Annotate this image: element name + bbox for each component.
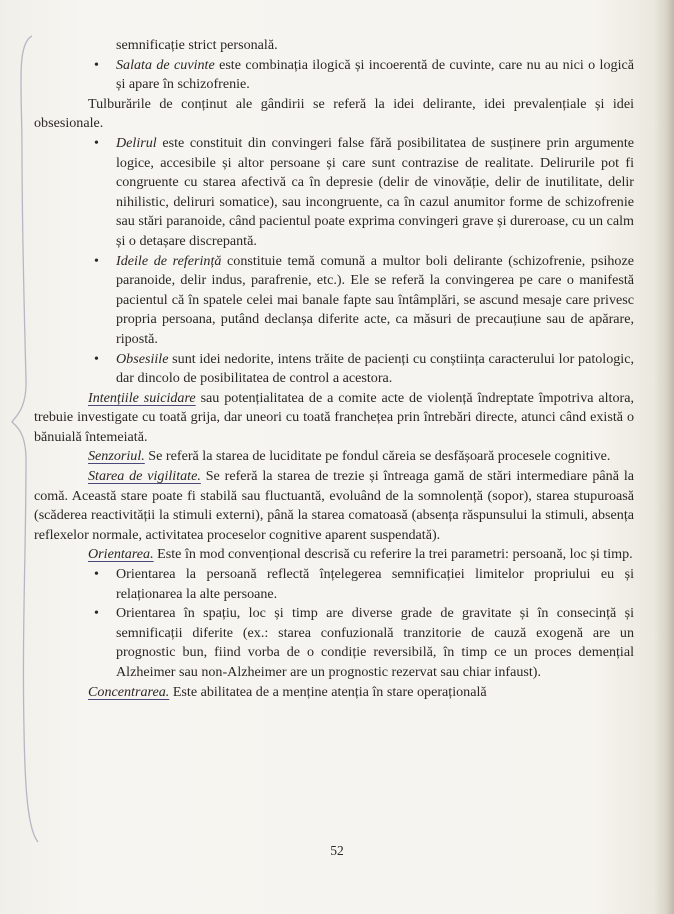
list-item-text: Orientarea la persoană reflectă înțelegerea semnificației limitelor propriului eu și relaționarea la alte persoane. <box>116 566 634 602</box>
bullet-icon: • <box>94 57 99 73</box>
definition: constituie temă comună a multor boli delirante (schizofrenie, psihoze paranoide, delir indus, parafrenie, etc.). Ele se referă la convingerea pe care o manifestă pacientul că în spatele celei mai banale fapte sau întâmplări, se ascund mesaje care privesc propria persoana, putând declanșa diferite acte, ca măsuri de precauțiune sau de apărare, ripostă. <box>116 252 634 347</box>
paragraph-text: Tulburările de conținut ale gândirii se referă la idei delirante, idei prevalențiale și idei obsesionale. <box>34 95 634 132</box>
list-item-text: Orientarea în spațiu, loc și timp are diverse grade de gravitate și în consecință și semnificații diferite (ex.: starea confuzională tranzitorie de cauză exogenă are un prognostic bun, fiind vorba de o condiție reversibilă, în timp ce un proces demențial Alzheimer sau non-Alzheimer are un prognostic rezervat sau chiar infaust). <box>116 605 634 680</box>
paragraph-text: Este în mod convențional descrisă cu referire la trei parametri: persoană, loc și timp. <box>153 546 633 563</box>
paragraph-continuation <box>34 36 634 56</box>
page-edge-shadow <box>654 0 674 914</box>
paragraph <box>34 447 634 467</box>
bullet-icon: • <box>94 351 99 367</box>
bullet-list-orientation <box>34 565 634 683</box>
bullet-icon: • <box>94 567 99 583</box>
body-text <box>34 36 634 702</box>
section-term: Senzoriul. <box>88 448 145 465</box>
bullet-list-thought-form <box>34 56 634 95</box>
definition: este constituit din convingeri false fără posibilitatea de susținere prin argumente logice, accesibile și altor persoane și care sunt contrazise de realitate. Delirurile pot fi congruente cu starea afectivă ca în depresie (delir de vinovăție, delir de inutilitate, delir nihilistic, deliruri somatice), sau incongruente, ca în cazul anumitor forme de schizofrenie sau stări paranoide, când pacientul poate exprima convingeri grave și dureroase, cu un calm și o detașare discrepantă. <box>116 134 634 249</box>
definition: este combinația ilogică și incoerentă de cuvinte, care nu au nici o logică și apare în schizofrenie. <box>116 56 634 93</box>
bullet-icon: • <box>94 253 99 269</box>
section-term: Concentrarea. <box>88 683 170 700</box>
section-term: Starea de vigilitate. <box>88 468 201 485</box>
paragraph <box>34 467 634 545</box>
list-item <box>34 56 634 95</box>
term: Salata de cuvinte <box>116 56 215 73</box>
section-term: Intențiile suicidare <box>88 389 196 406</box>
paragraph <box>34 389 634 448</box>
paragraph-text: Se referă la starea de luciditate pe fondul căreia se desfășoară procesele cognitive. <box>144 448 611 465</box>
paragraph <box>34 683 634 703</box>
text-line: semnificație strict personală. <box>116 37 278 53</box>
list-item <box>34 350 634 389</box>
paragraph-text: Se referă la starea de trezie și întreaga gamă de stări intermediare până la comă. Această stare poate fi stabilă sau fluctuantă, evoluând de la somnolență (sopor), starea stupuroasă (scăderea reactivității la stimuli externi), până la starea comatoasă (absența răspunsului la stimuli, absența reflexelor normale, activitatea proceselor cognitive aparent suspendată). <box>34 468 634 543</box>
term: Obsesiile <box>116 350 169 367</box>
paragraph-text: Este abilitatea de a menține atenția în stare operațională <box>169 683 487 700</box>
bullet-list-content <box>34 134 634 389</box>
paragraph <box>34 95 634 134</box>
bullet-icon: • <box>94 135 99 151</box>
paragraph-text: sau potențialitatea de a comite acte de violență îndreptate împotriva altora, trebuie investigate cu toată grija, dar uneori cu toată franchețea prin întrebări directe, atunci când există o bănuială întemeiată. <box>34 389 634 445</box>
definition: sunt idei nedorite, intens trăite de pacienți cu conștiința caracterului lor patologic, dar dincolo de posibilitatea de control a acestora. <box>116 350 634 387</box>
paragraph <box>34 545 634 565</box>
term: Ideile de referință <box>116 252 222 269</box>
list-item <box>34 604 634 682</box>
list-item <box>34 565 634 604</box>
list-item <box>34 134 634 252</box>
section-term: Orientarea. <box>88 546 154 563</box>
list-item <box>34 252 634 350</box>
page-number: 52 <box>330 843 344 858</box>
bullet-icon: • <box>94 606 99 622</box>
term: Delirul <box>116 134 157 151</box>
